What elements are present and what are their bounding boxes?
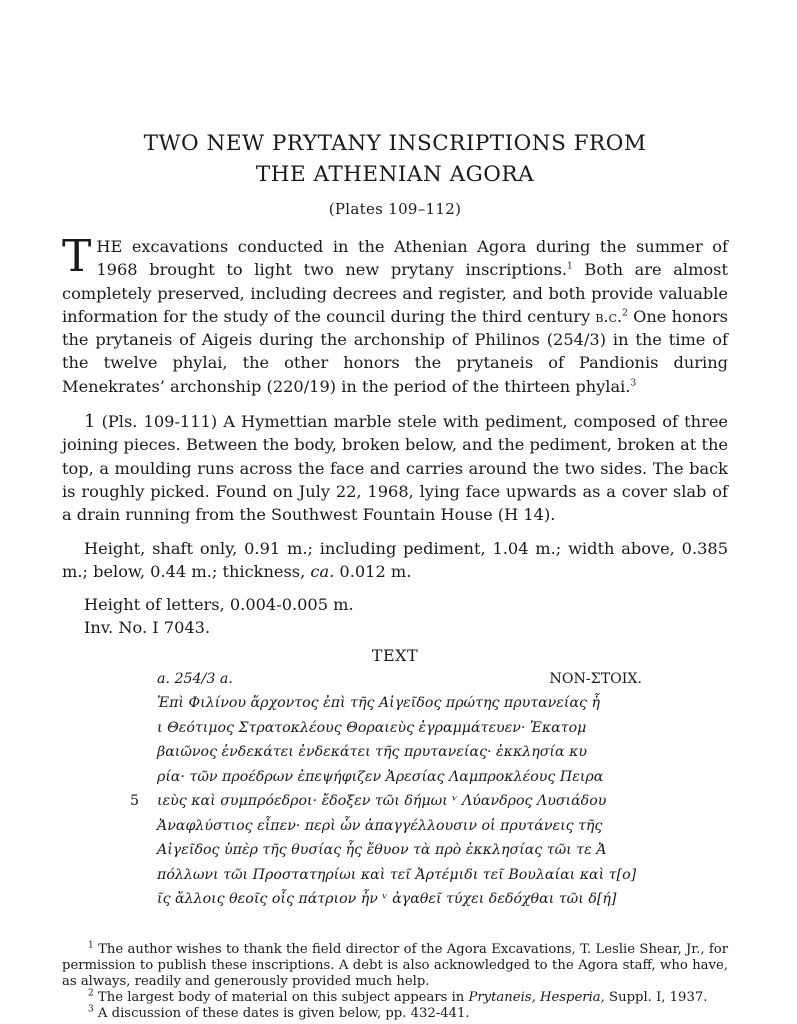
dimensions-text-b: 0.012 m. <box>334 561 412 581</box>
inscription-number: 1 <box>84 411 96 433</box>
inscription-line-text: ῖς ἄλλοις θεοῖς οἷς πάτριον ἦν ᵛ ἀγαθεῖ τύχει δεδόχθαι τῶι δ[ή] <box>157 891 617 908</box>
article-title <box>62 128 728 190</box>
inscription-line <box>130 789 642 814</box>
inscription-line <box>157 716 642 741</box>
intro-text-c: One honors the prytaneis of Aigeis during the archonship of Philinos (254/3) in the time of the twelve phylai, the other honors the prytaneis of Pandionis during Menekrates’ archonship (220/19) in the period of the thirteen phylai. <box>62 306 728 396</box>
footnote-1 <box>62 942 728 990</box>
title-line-1: TWO NEW PRYTANY INSCRIPTIONS FROM <box>143 131 647 156</box>
footnote-2 <box>62 990 728 1006</box>
text-heading: TEXT <box>371 645 419 665</box>
footnotes <box>62 942 728 1022</box>
footnote-1-mark: 1 <box>88 940 94 951</box>
inscription-line <box>157 887 642 912</box>
inscription-line-text: ιεὺς καὶ συμπρόεδροι· ἔδοξεν τῶι δήμωι ᵛ Λύανδρος Λυσιάδου <box>157 793 607 810</box>
drop-cap: T <box>62 231 92 282</box>
dimensions-text-a: Height, shaft only, 0.91 m.; including pediment, 1.04 m.; width above, 0.385 m.; below, 0.44 m.; thickness, <box>62 538 728 581</box>
inscription-line <box>157 765 642 790</box>
stoichedon-note: NON-ΣΤΟΙΧ. <box>549 670 642 687</box>
footnote-ref-3: 3 <box>630 378 637 389</box>
inscription-block <box>130 667 642 912</box>
inscription-line <box>157 814 642 839</box>
inscription-line-text: ι Θεότιμος Στρατοκλέους Θοραιεὺς ἐγραμμάτευεν· Ἑκατομ <box>157 719 587 736</box>
footnote-3 <box>62 1006 728 1022</box>
inscription-line-text: ρία· τῶν προέδρων ἐπεψήφιζεν Ἀρεσίας Λαμπροκλέους Πειρα <box>157 768 604 785</box>
inscription-line <box>157 691 642 716</box>
inscription-line <box>157 740 642 765</box>
footnote-3-mark: 3 <box>88 1004 94 1015</box>
inscription-date: a. 254/3 a. <box>157 670 233 687</box>
article-page <box>62 128 728 1022</box>
inscription-line-text: βαιῶνος ἐνδεκάτει ἐνδεκάτει τῆς πρυτανείας· ἐκκλησία κυ <box>157 744 588 761</box>
title-line-2: THE ATHENIAN AGORA <box>255 162 535 187</box>
footnote-2-italic: Prytaneis, Hesperia, <box>468 989 605 1005</box>
footnote-ref-2: 2 <box>622 308 628 319</box>
footnote-2-mark: 2 <box>88 988 94 999</box>
inscription-header <box>157 667 642 692</box>
intro-text-b: Both are almost completely preserved, including decrees and register, and both provide valuable information for the study of the council during the third century <box>62 260 728 326</box>
inscription-lines <box>130 691 642 912</box>
footnote-2-text-a: The largest body of material on this subject appears in <box>93 989 469 1005</box>
line-number: 5 <box>130 793 140 810</box>
intro-text-a: HE excavations conducted in the Athenian Agora during the summer of 1968 brought to light two new prytany inscriptions. <box>96 237 728 280</box>
inscription-line-text: Ἐπὶ Φιλίνου ἄρχοντος ἐπὶ τῆς Αἰγεῖδος πρώτης πρυτανείας ἧ <box>157 695 600 712</box>
description-paragraph <box>62 410 728 526</box>
footnote-ref-1: 1 <box>567 261 573 272</box>
plates-reference: (Plates 109–112) <box>328 200 462 218</box>
description-text: (Pls. 109-111) A Hymettian marble stele with pediment, composed of three joining pieces. Between the body, broken below, and the pediment, broken at the top, a moulding runs across the face and carries around the two sides. The back is roughly picked. Found on July 22, 1968, lying face upwards as a cover slab of a drain running from the Southwest Fountain House (H 14). <box>62 412 728 525</box>
footnote-2-text-b: Suppl. I, 1937. <box>604 989 708 1005</box>
intro-paragraph <box>62 231 728 398</box>
intro-bc: b.c. <box>595 306 623 326</box>
footnote-1-text: The author wishes to thank the field director of the Agora Excavations, T. Leslie Shear, Jr., for permission to publish these inscriptions. A debt is also acknowledged to the Agora staff, who have, as always, readily and generously provided much help. <box>62 941 728 989</box>
footnote-3-text: A discussion of these dates is given below, pp. 432-441. <box>93 1005 470 1021</box>
inscription-line <box>157 863 642 888</box>
inventory-number: Inv. No. I 7043. <box>84 618 211 638</box>
inscription-line-text: Ἀναφλύστιος εἶπεν· περὶ ὧν ἀπαγγέλλουσιν οἱ πρυτάνεις τῆς <box>157 817 603 834</box>
dimensions-ca: ca. <box>310 561 335 581</box>
inscription-line-text: πόλλωνι τῶι Προστατηρίωι καὶ τεῖ Ἀρτέμιδι τεῖ Βουλαίαι καὶ τ[ο] <box>157 866 637 883</box>
inscription-line-text: Αἰγεῖδος ὑπὲρ τῆς θυσίας ἧς ἔθυον τὰ πρὸ ἐκκλησίας τῶι τε Ἀ <box>157 842 607 859</box>
dimensions-paragraph <box>62 537 728 584</box>
letter-height: Height of letters, 0.004-0.005 m. <box>84 595 354 615</box>
inscription-line <box>157 838 642 863</box>
